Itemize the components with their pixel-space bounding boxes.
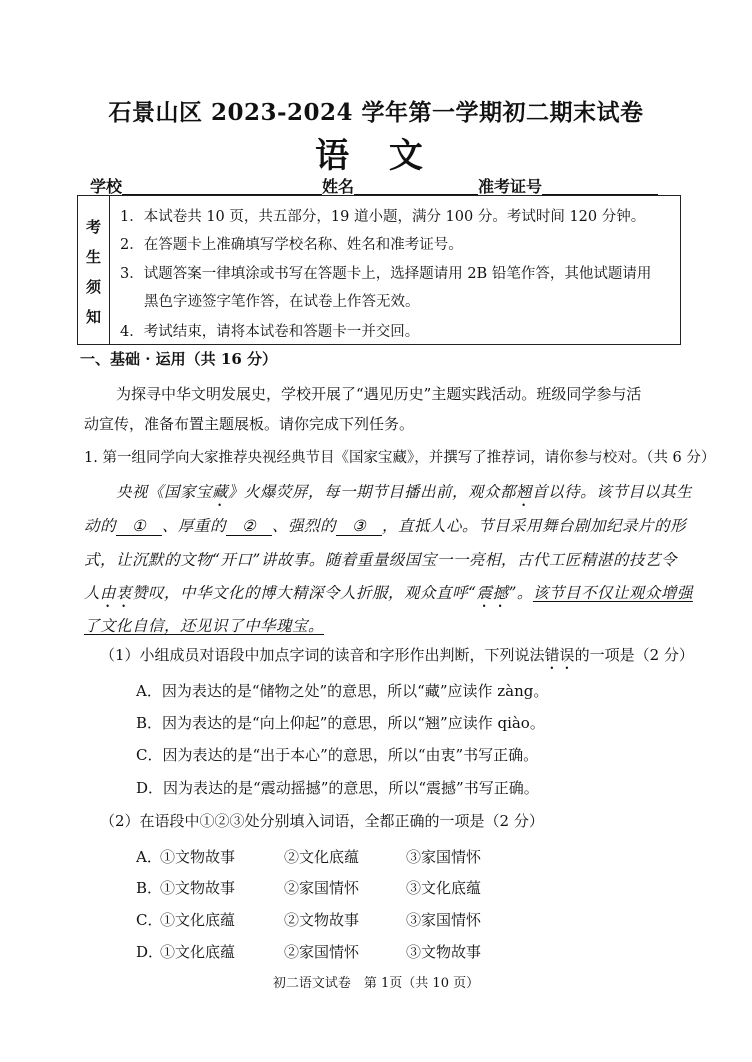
- notice-item: 1．本试卷共 10 页，共五部分，19 道小题，满分 100 分。考试时间 120 分钟。: [120, 209, 646, 225]
- passage-text: ，直抵人心。节目采用舞台剧加纪录片的形: [382, 517, 687, 535]
- option-word: ③文化底蕴: [406, 879, 482, 897]
- dotted-word: 翘: [516, 483, 533, 501]
- school-field[interactable]: [122, 178, 322, 195]
- exam-title: 石景山区 2023-2024 学年第一学期初二期末试卷: [108, 99, 644, 126]
- sub-question-2-stem: （2）在语段中①②③处分别填入词语，全都正确的一项是（2 分）: [100, 812, 544, 830]
- option-word: ①文物故事: [160, 879, 236, 897]
- option-word: ③文物故事: [406, 943, 482, 961]
- subject-title: 语 文: [315, 136, 437, 176]
- intro-line: 为探寻中华文明发展史，学校开展了“遇见历史”主题实践活动。班级同学参与活: [116, 385, 642, 403]
- section-heading: 一、基础 · 运用（共 16 分）: [80, 350, 277, 368]
- blank-2: ②: [226, 517, 272, 536]
- option-word: ③家国情怀: [406, 848, 482, 866]
- sub-question-1-stem: [100, 644, 694, 673]
- notice-item: 4．考试结束，请将本试卷和答题卡一并交回。: [120, 324, 420, 340]
- passage-text: 》火爆荧屏，每一期节目播出前，观众都: [228, 483, 517, 501]
- passage-line: 式，让沉默的文物“开口”讲故事。随着重量级国宝一一亮相，古代工匠精湛的技艺令: [84, 551, 677, 569]
- id-field[interactable]: [542, 178, 658, 195]
- option-c[interactable]: C．因为表达的是“出于本心”的意思，所以“由衷”书写正确。: [136, 746, 539, 764]
- notice-item: 3．试题答案一律填涂或书写在答题卡上，选择题请用 2B 铅笔作答，其他试题请用: [120, 266, 652, 282]
- option-b[interactable]: B．因为表达的是“向上仰起”的意思，所以“翘”应读作 qiào。: [136, 714, 545, 732]
- option-letter: A．: [136, 848, 162, 866]
- passage-line: [84, 514, 686, 536]
- option-word: ②文化底蕴: [284, 848, 360, 866]
- option-word: ①文物故事: [160, 848, 236, 866]
- notice-item: 黑色字迹签字笔作答，在试卷上作答无效。: [144, 294, 420, 310]
- passage-text: 央视《国家宝: [116, 483, 213, 501]
- notice-label: [78, 196, 110, 344]
- option-a[interactable]: A．因为表达的是“储物之处”的意思，所以“藏”应读作 zàng。: [136, 682, 549, 700]
- passage-text: 首以待。该节目以其生: [532, 483, 693, 501]
- student-info-line: [90, 174, 658, 197]
- notice-label-char: 须: [85, 278, 101, 296]
- notice-label-char: 生: [85, 248, 101, 266]
- notice-label-char: 知: [85, 308, 101, 326]
- passage-line: [84, 614, 324, 636]
- stem-text: （1）小组成员对语段中加点字词的读音和字形作出判断，下列说法: [100, 646, 545, 664]
- notice-item: 2．在答题卡上准确填写学校名称、姓名和准考证号。: [120, 237, 463, 253]
- passage-line: [84, 581, 693, 611]
- option-letter: D．: [136, 943, 164, 961]
- passage-text: 、厚重的: [162, 517, 227, 535]
- intro-line: 动宣传，准备布置主题展板。请你完成下列任务。: [84, 415, 415, 433]
- exam-notice-box: [77, 195, 681, 345]
- passage-text: ”。: [508, 584, 533, 602]
- option-word: ①文化底蕴: [160, 943, 236, 961]
- underlined-sentence: 了文化自信，还见识了中华瑰宝。: [84, 617, 325, 635]
- passage-line: [116, 480, 692, 510]
- page-footer: 初二语文试卷 第 1页（共 10 页）: [272, 976, 480, 991]
- dotted-word: 错误: [544, 646, 575, 664]
- option-word: ②家国情怀: [284, 879, 360, 897]
- name-label: 姓名: [322, 177, 355, 196]
- stem-text: 的一项是（2 分）: [574, 646, 694, 664]
- blank-1: ①: [116, 517, 162, 536]
- dotted-word: 藏: [212, 483, 229, 501]
- option-word: ③家国情怀: [406, 911, 482, 929]
- option-letter: C．: [136, 911, 163, 929]
- dotted-word: 由衷: [100, 584, 133, 602]
- underlined-sentence: 该节目不仅让观众增强: [532, 584, 693, 602]
- option-word: ②文物故事: [284, 911, 360, 929]
- passage-text: 动的: [84, 517, 117, 535]
- name-field[interactable]: [354, 178, 478, 195]
- option-letter: B．: [136, 879, 163, 897]
- school-label: 学校: [90, 177, 123, 196]
- passage-text: 人: [84, 584, 101, 602]
- option-d[interactable]: D．因为表达的是“震动摇撼”的意思，所以“震撼”书写正确。: [136, 779, 539, 797]
- option-word: ①文化底蕴: [160, 911, 236, 929]
- blank-3: ③: [336, 517, 382, 536]
- option-word: ②家国情怀: [284, 943, 360, 961]
- question-1-stem: 1. 第一组同学向大家推荐央视经典节目《国家宝藏》，并撰写了推荐词，请你参与校对。（共 6 分）: [84, 450, 716, 466]
- notice-label-char: 考: [85, 218, 101, 236]
- passage-text: 赞叹，中华文化的博大精深令人折服，观众直呼“: [132, 584, 477, 602]
- passage-text: 、强烈的: [272, 517, 337, 535]
- dotted-word: 震撼: [476, 584, 509, 602]
- id-label: 准考证号: [478, 177, 543, 196]
